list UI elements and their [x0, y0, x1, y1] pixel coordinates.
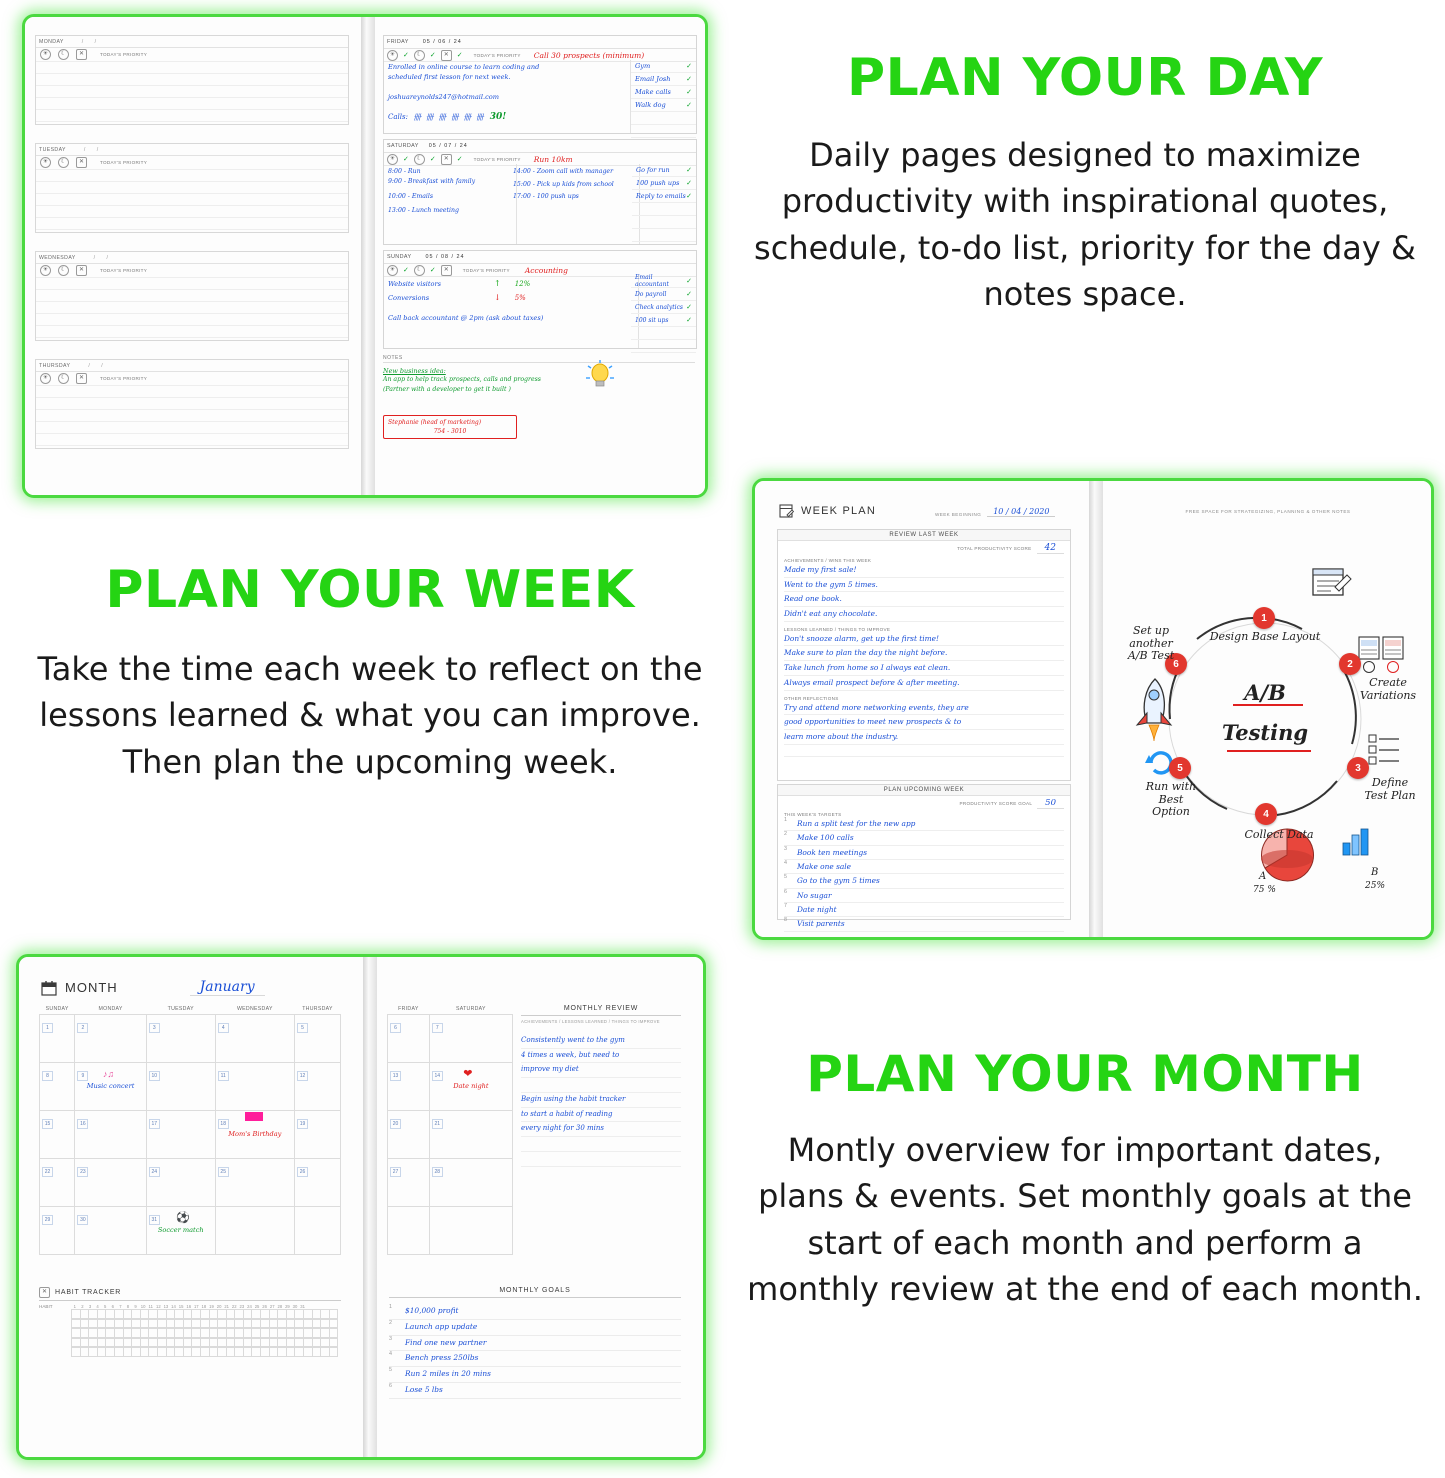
diagram-label-4: Collect Data: [1244, 828, 1314, 841]
daily-spread: [22, 14, 708, 498]
weekday-header: SUNDAY: [45, 1006, 69, 1012]
priority-label: TODAY'S PRIORITY: [100, 376, 148, 381]
goal-item: $10,000 profit: [405, 1306, 459, 1315]
monthly-review: [521, 1005, 681, 1167]
day-header: [384, 36, 696, 49]
notes-line-1: An app to help track prospects, calls and progress: [383, 376, 541, 383]
schedule-item: 13:00 - Lunch meeting: [388, 206, 459, 214]
diagram-center-line-2: Testing: [1221, 720, 1309, 746]
lightbulb-icon: [583, 359, 617, 393]
diagram-node-3: 3: [1347, 757, 1369, 779]
plan-your-week-block: [20, 560, 720, 785]
priority-label: TODAY'S PRIORITY: [100, 160, 148, 165]
habit-tracker: ✕ HABIT TRACKER HABIT 1 2 3 4 5 6 7 8 9 10 11 12 13 14 15 16 17 18 19 20 21 22 23 24 25 26 27 28 29 30 31: [39, 1287, 341, 1357]
goal-item: Find one new partner: [405, 1337, 487, 1347]
calendar-cell-event[interactable]: 9 ♪♫ Music concert: [75, 1063, 146, 1111]
day-icon-row: [36, 264, 348, 278]
calendar-cell[interactable]: 8: [40, 1063, 75, 1111]
plan-your-week-heading: PLAN YOUR WEEK: [105, 560, 635, 620]
lesson-item: Always email prospect before & after meeting.: [784, 676, 1064, 691]
spread-gutter: [363, 957, 377, 1457]
diagram-label-6: Set up another A/B Test: [1127, 624, 1175, 663]
check-icon[interactable]: ✓: [429, 52, 436, 59]
day-block-saturday: [383, 139, 697, 245]
notes-label: NOTES: [383, 355, 695, 363]
day-block-thursday: [35, 359, 349, 449]
calendar-cell-event[interactable]: 31 ⚽ Soccer match: [146, 1207, 215, 1255]
day-date: / /: [81, 38, 102, 45]
calendar-cell[interactable]: 29: [40, 1207, 75, 1255]
reflection-item: Try and attend more networking events, they are: [784, 701, 1064, 716]
calendar-cell[interactable]: [215, 1207, 294, 1255]
check-icon[interactable]: ✓: [403, 267, 409, 274]
day-block-sunday: [383, 250, 697, 349]
review-title: REVIEW LAST WEEK: [778, 530, 1070, 541]
diagram-node-5: 5: [1169, 757, 1191, 779]
calendar-cell[interactable]: 4: [215, 1015, 294, 1063]
day-header: [36, 144, 348, 156]
music-note-icon: ♪♫: [102, 1069, 115, 1079]
plan-upcoming-week-box: PLAN UPCOMING WEEK PRODUCTIVITY SCORE GOAL 50 THIS WEEK'S TARGETS 1 Run a split test for the new app 2 Make 100 calls 3 Book ten meetings 4 Make one sale 5 Go to the gym 5 times 6 No sugar 7 Date night 8 Visit parents: [777, 784, 1071, 920]
moon-icon[interactable]: ☾: [58, 49, 69, 60]
check-icon[interactable]: ✓: [686, 304, 692, 311]
calendar-cell[interactable]: [388, 1207, 430, 1255]
plan-your-week-body: Take the time each week to reflect on the lessons learned & what you can improve. Then plan the upcoming week.: [37, 650, 703, 781]
reflection-item: good opportunities to meet new prospects & to: [784, 715, 1064, 730]
calendar-cell[interactable]: 27: [388, 1159, 430, 1207]
calendar-cell[interactable]: 19: [295, 1111, 341, 1159]
goal-value[interactable]: 50: [1037, 798, 1064, 809]
plan-your-day-heading: PLAN YOUR DAY: [846, 48, 1324, 108]
achievement-item: Made my first sale!: [784, 563, 1064, 578]
day-name: TUESDAY: [39, 146, 66, 153]
calendar-icon: [41, 980, 57, 996]
calendar-cell-event[interactable]: 18 Mom's Birthday: [215, 1111, 294, 1159]
check-icon[interactable]: ✓: [686, 193, 692, 200]
sunrise-icon[interactable]: ☀: [40, 49, 51, 60]
calendar-cell[interactable]: 11: [215, 1063, 294, 1111]
checkbox-icon: ✕: [39, 1287, 50, 1298]
target-item: Run a split test for the new app: [797, 819, 916, 828]
calendar-cell[interactable]: 7: [429, 1015, 512, 1063]
soccer-ball-icon: ⚽: [176, 1212, 190, 1224]
sunrise-icon[interactable]: ☀: [387, 154, 398, 165]
heart-icon: ❤: [463, 1068, 473, 1080]
week-plan-title: WEEK PLAN: [801, 504, 876, 517]
calendar-cell[interactable]: 22: [40, 1159, 75, 1207]
todo-item: Do payroll: [635, 290, 667, 298]
calendar-cell[interactable]: 30: [75, 1207, 146, 1255]
week-plan-title-row: [779, 503, 876, 518]
targets-label: THIS WEEK'S TARGETS: [784, 812, 842, 817]
friday-note-1: Enrolled in online course to learn coding and: [388, 63, 540, 71]
check-icon[interactable]: ✓: [686, 291, 692, 298]
calendar-cell[interactable]: 25: [215, 1159, 294, 1207]
calendar-cell[interactable]: 5: [295, 1015, 341, 1063]
calendar-cell[interactable]: 17: [146, 1111, 215, 1159]
notes-line-2: (Partner with a developer to get it built ): [383, 385, 511, 393]
calendar-cell[interactable]: 23: [75, 1159, 146, 1207]
schedule-item: 9:00 - Breakfast with family: [388, 177, 476, 185]
week-beginning-label: WEEK BEGINNING: [935, 512, 982, 517]
metric-label: Conversions: [388, 293, 430, 302]
todo-item: 100 sit ups: [635, 316, 669, 324]
day-name: MONDAY: [39, 38, 64, 45]
week-spread: [752, 478, 1434, 940]
calendar-cell[interactable]: 24: [146, 1159, 215, 1207]
lessons-label: LESSONS LEARNED / THINGS TO IMPROVE: [784, 626, 891, 632]
metric-value: 12%: [514, 279, 531, 288]
priority-label: TODAY'S PRIORITY: [100, 52, 148, 57]
moon-icon[interactable]: ☾: [58, 157, 69, 168]
sunrise-icon[interactable]: ☀: [40, 373, 51, 384]
metric-arrow: ↑: [494, 279, 501, 288]
goal-item: Bench press 250lbs: [405, 1353, 479, 1363]
diagram-node-1: 1: [1253, 607, 1275, 629]
calendar-pencil-icon: [779, 503, 794, 518]
month-spread: [16, 954, 706, 1460]
day-header: [384, 251, 696, 264]
moon-icon[interactable]: ☾: [58, 373, 69, 384]
day-name: WEDNESDAY: [39, 254, 76, 261]
lesson-item: Make sure to plan the day the night before.: [784, 646, 1064, 661]
priority-label: TODAY'S PRIORITY: [473, 156, 521, 162]
check-icon[interactable]: ✓: [429, 156, 436, 163]
review-note: to start a habit of reading: [521, 1108, 681, 1123]
month-calendar-left[interactable]: [39, 1005, 341, 1255]
calendar-cell[interactable]: 3: [146, 1015, 215, 1063]
check-icon[interactable]: ✓: [686, 278, 692, 285]
calendar-cell[interactable]: 6: [388, 1015, 430, 1063]
target-item: Book ten meetings: [797, 847, 867, 857]
event-text: Music concert: [86, 1082, 135, 1090]
sunday-note: Call back accountant @ 2pm (ask about taxes): [388, 314, 544, 322]
goal-label: PRODUCTIVITY SCORE GOAL: [959, 801, 1033, 806]
day-date: / /: [88, 362, 108, 369]
calendar-cell[interactable]: 10: [146, 1063, 215, 1111]
target-item: Go to the gym 5 times: [797, 876, 880, 886]
achievement-item: Read one book.: [784, 592, 1064, 607]
schedule-item: 8:00 - Run: [388, 168, 421, 175]
reflections-label: OTHER REFLECTIONS: [784, 695, 839, 701]
todo-item: 100 push ups: [636, 179, 680, 187]
day-block-wednesday: [35, 251, 349, 341]
day-header: [36, 36, 348, 48]
diagram-node-6: 6: [1165, 653, 1187, 675]
habit-tracker-title: HABIT TRACKER: [55, 1289, 122, 1296]
writing-lines[interactable]: [36, 278, 348, 338]
calendar-cell[interactable]: 12: [295, 1063, 341, 1111]
ab-testing-diagram: [1107, 529, 1423, 919]
event-text: Date night: [453, 1082, 489, 1090]
habit-row[interactable]: [71, 1319, 341, 1329]
check-icon[interactable]: ✓: [686, 180, 692, 187]
day-name: SUNDAY: [387, 254, 412, 260]
calendar-cell[interactable]: 1: [40, 1015, 75, 1063]
target-item: Visit parents: [797, 919, 845, 929]
diagram-label-5: Run with Best Option: [1145, 780, 1197, 819]
calendar-cell[interactable]: 15: [40, 1111, 75, 1159]
event-text: Mom's Birthday: [228, 1130, 282, 1138]
month-title-row: [41, 979, 265, 996]
check-icon[interactable]: ✓: [456, 156, 463, 163]
day-date: 05 / 07 / 24: [428, 143, 468, 149]
calendar-cell[interactable]: 20: [388, 1111, 430, 1159]
calendar-cell[interactable]: 26: [295, 1159, 341, 1207]
todo-item: Check analytics: [635, 303, 684, 311]
day-name: SATURDAY: [387, 143, 419, 149]
month-calendar-right[interactable]: [387, 1005, 513, 1255]
check-icon[interactable]: ✓: [686, 317, 692, 324]
month-name[interactable]: January: [190, 979, 265, 996]
achievement-item: Didn't eat any chocolate.: [784, 607, 1064, 622]
day-date: 05 / 08 / 24: [425, 254, 465, 260]
day-date: / /: [83, 146, 104, 153]
priority-label: TODAY'S PRIORITY: [462, 267, 510, 273]
calendar-cell[interactable]: 2: [75, 1015, 146, 1063]
calendar-cell[interactable]: 28: [429, 1159, 512, 1207]
weekday-header: WEDNESDAY: [236, 1006, 273, 1012]
day-icon-row: [36, 156, 348, 170]
check-icon[interactable]: ✓: [403, 52, 409, 59]
metric-arrow: ↓: [494, 293, 501, 302]
contact-phone: 754 - 3010: [433, 427, 467, 435]
plan-your-day-body: Daily pages designed to maximize productivity with inspirational quotes, schedule, to-do list, priority for the day & notes space.: [754, 136, 1416, 314]
diagram-node-2: 2: [1339, 653, 1361, 675]
calendar-cell[interactable]: 13: [388, 1063, 430, 1111]
upcoming-title: PLAN UPCOMING WEEK: [778, 785, 1070, 796]
plan-your-day-block: [740, 48, 1430, 318]
sunrise-icon[interactable]: ☀: [387, 265, 398, 276]
day-header: [36, 360, 348, 372]
checkbox-icon[interactable]: ✕: [76, 265, 87, 276]
diagram-node-4: 4: [1255, 803, 1277, 825]
score-value[interactable]: 42: [1037, 543, 1064, 554]
plan-your-month-heading: PLAN YOUR MONTH: [806, 1045, 1364, 1103]
habit-row[interactable]: [71, 1328, 341, 1338]
highlight-icon: [245, 1112, 263, 1121]
goal-item: Launch app update: [405, 1321, 478, 1331]
day-block-tuesday: [35, 143, 349, 233]
weekday-header: TUESDAY: [167, 1006, 194, 1012]
lesson-item: Take lunch from home so I always eat clean.: [784, 661, 1064, 676]
moon-icon[interactable]: ☾: [414, 50, 425, 61]
todo-item: Gym: [635, 62, 651, 70]
diagram-label-2: Create Variations: [1359, 676, 1417, 702]
monthly-review-sub: ACHIEVEMENTS / LESSONS LEARNED / THINGS TO IMPROVE: [521, 1019, 660, 1024]
day-block-friday: [383, 35, 697, 134]
todo-item: Walk dog: [635, 101, 666, 109]
weekday-header: SATURDAY: [455, 1006, 486, 1012]
calls-total: 30!: [489, 112, 507, 123]
review-note: Begin using the habit tracker: [521, 1093, 681, 1108]
target-item: Make one sale: [797, 861, 852, 871]
day-name: FRIDAY: [387, 39, 409, 45]
spread-gutter: [1089, 481, 1103, 937]
sunrise-icon[interactable]: ☀: [40, 157, 51, 168]
review-note: 4 times a week, but need to: [521, 1049, 681, 1064]
friday-note-2: scheduled first lesson for next week.: [388, 72, 511, 81]
target-item: No sugar: [797, 890, 832, 900]
schedule-item: 17:00 - 100 push ups: [513, 193, 579, 201]
checkbox-icon[interactable]: ✕: [441, 50, 452, 61]
writing-lines[interactable]: [36, 386, 348, 446]
achievements-label: ACHIEVEMENTS / WINS THIS WEEK: [784, 558, 872, 563]
habit-row[interactable]: [71, 1309, 341, 1319]
notes-section: [383, 355, 695, 439]
weekday-header: FRIDAY: [398, 1006, 419, 1012]
review-note: improve my diet: [521, 1063, 681, 1078]
priority-label: TODAY'S PRIORITY: [100, 268, 148, 273]
day-icon-row: [36, 372, 348, 386]
review-last-week-box: [777, 529, 1071, 781]
notes-title: New business idea:: [383, 367, 446, 375]
pie-label-b: B: [1371, 867, 1379, 878]
checkbox-icon[interactable]: ✕: [441, 265, 452, 276]
priority-value: Run 10km: [533, 154, 573, 164]
week-beginning: [935, 507, 1055, 517]
moon-icon[interactable]: ☾: [414, 154, 425, 165]
calendar-cell[interactable]: 21: [429, 1111, 512, 1159]
calendar-cell[interactable]: [429, 1207, 512, 1255]
plan-your-month-body: Montly overview for important dates, plans & events. Set monthly goals at the start of each month and perform a monthly review at the end of each month.: [747, 1131, 1423, 1309]
achievement-item: Went to the gym 5 times.: [784, 578, 1064, 593]
event-text: Soccer match: [157, 1226, 204, 1234]
metric-value: 5%: [514, 293, 526, 302]
checkbox-icon[interactable]: ✕: [76, 157, 87, 168]
calls-tally: 卌 卌 卌 卌 卌 卌: [412, 112, 485, 122]
reflection-item: learn more about the industry.: [784, 730, 1064, 745]
score-label: TOTAL PRODUCTIVITY SCORE: [957, 546, 1032, 551]
week-beginning-value[interactable]: 10 / 04 / 2020: [987, 507, 1055, 517]
check-icon[interactable]: ✓: [686, 76, 692, 83]
diagram-center-line-1: A/B: [1244, 680, 1286, 705]
schedule-item: 15:00 - Pick up kids from school: [513, 180, 614, 188]
contact-name: Stephanie (head of marketing): [388, 418, 482, 426]
pie-value-a: 75 %: [1253, 885, 1276, 895]
check-icon[interactable]: ✓: [686, 167, 692, 174]
habit-row[interactable]: [71, 1338, 341, 1348]
priority-value: Call 30 prospects (minimum): [533, 50, 645, 60]
check-icon[interactable]: ✓: [686, 102, 692, 109]
target-item: Date night: [797, 904, 837, 914]
checkbox-icon[interactable]: ✕: [441, 154, 452, 165]
writing-lines[interactable]: [36, 62, 348, 122]
moon-icon[interactable]: ☾: [58, 265, 69, 276]
pie-label-a: A: [1259, 871, 1267, 882]
check-icon[interactable]: ✓: [429, 267, 436, 274]
day-name: THURSDAY: [39, 362, 71, 369]
day-icon-row: [36, 48, 348, 62]
calendar-cell-event[interactable]: 14 ❤ Date night: [429, 1063, 512, 1111]
review-note: every night for 30 mins: [521, 1122, 681, 1137]
spread-gutter: [361, 17, 375, 495]
checkbox-icon[interactable]: ✕: [76, 49, 87, 60]
day-header: [36, 252, 348, 264]
plan-your-month-block: [740, 1045, 1430, 1313]
habit-row[interactable]: [71, 1347, 341, 1357]
priority-label: TODAY'S PRIORITY: [473, 52, 521, 58]
schedule-item: 10:00 - Emails: [388, 193, 434, 201]
monthly-goals-title: MONTHLY GOALS: [389, 1287, 681, 1298]
todo-item: Reply to emails: [636, 192, 686, 200]
check-icon[interactable]: ✓: [403, 156, 409, 163]
check-icon[interactable]: ✓: [686, 89, 692, 96]
diagram-label-1: Design Base Layout: [1209, 630, 1321, 643]
diagram-label-3: Define Test Plan: [1364, 776, 1416, 802]
todo-item: Email Josh: [635, 75, 671, 83]
todo-item: Go for run: [636, 166, 670, 174]
target-item: Make 100 calls: [797, 833, 854, 843]
free-space-note: FREE SPACE FOR STRATEGIZING, PLANNING & OTHER NOTES: [1185, 509, 1351, 514]
review-note: Consistently went to the gym: [521, 1034, 681, 1049]
weekday-header: THURSDAY: [302, 1006, 333, 1012]
goal-item: Lose 5 lbs: [405, 1385, 443, 1395]
friday-email: joshuareynolds247@hotmail.com: [388, 92, 499, 101]
sunrise-icon[interactable]: ☀: [387, 50, 398, 61]
habit-label: HABIT: [39, 1304, 53, 1309]
priority-value: Accounting: [524, 265, 568, 275]
day-header: [384, 140, 696, 153]
metric-label: Website visitors: [388, 279, 441, 288]
calendar-cell[interactable]: 16: [75, 1111, 146, 1159]
monthly-review-title: MONTHLY REVIEW: [521, 1005, 681, 1016]
moon-icon[interactable]: ☾: [414, 265, 425, 276]
pie-value-b: 25%: [1365, 881, 1386, 891]
monthly-goals: MONTHLY GOALS 1 $10,000 profit 2 Launch app update 3 Find one new partner 4 Bench press 250lbs 5 Run 2 miles in 20 mins 6 Lose 5 lbs: [389, 1287, 681, 1399]
month-title: MONTH: [65, 980, 118, 995]
goal-item: Run 2 miles in 20 mins: [405, 1369, 491, 1379]
todo-item: Make calls: [635, 88, 671, 96]
lesson-item: Don't snooze alarm, get up the first time!: [784, 632, 1064, 647]
contact-box: [383, 415, 517, 439]
writing-lines[interactable]: [36, 170, 348, 230]
todo-item: Email accountant: [635, 274, 669, 288]
day-block-monday: [35, 35, 349, 125]
calendar-cell[interactable]: [295, 1207, 341, 1255]
checkbox-icon[interactable]: ✕: [76, 373, 87, 384]
day-date: 05 / 06 / 24: [422, 39, 462, 45]
weekday-header: MONDAY: [98, 1006, 123, 1012]
schedule-item: 14:00 - Zoom call with manager: [513, 168, 614, 175]
sunrise-icon[interactable]: ☀: [40, 265, 51, 276]
calls-label: Calls:: [388, 113, 408, 122]
day-date: / /: [93, 254, 113, 261]
check-icon[interactable]: ✓: [456, 52, 463, 59]
check-icon[interactable]: ✓: [686, 63, 692, 70]
